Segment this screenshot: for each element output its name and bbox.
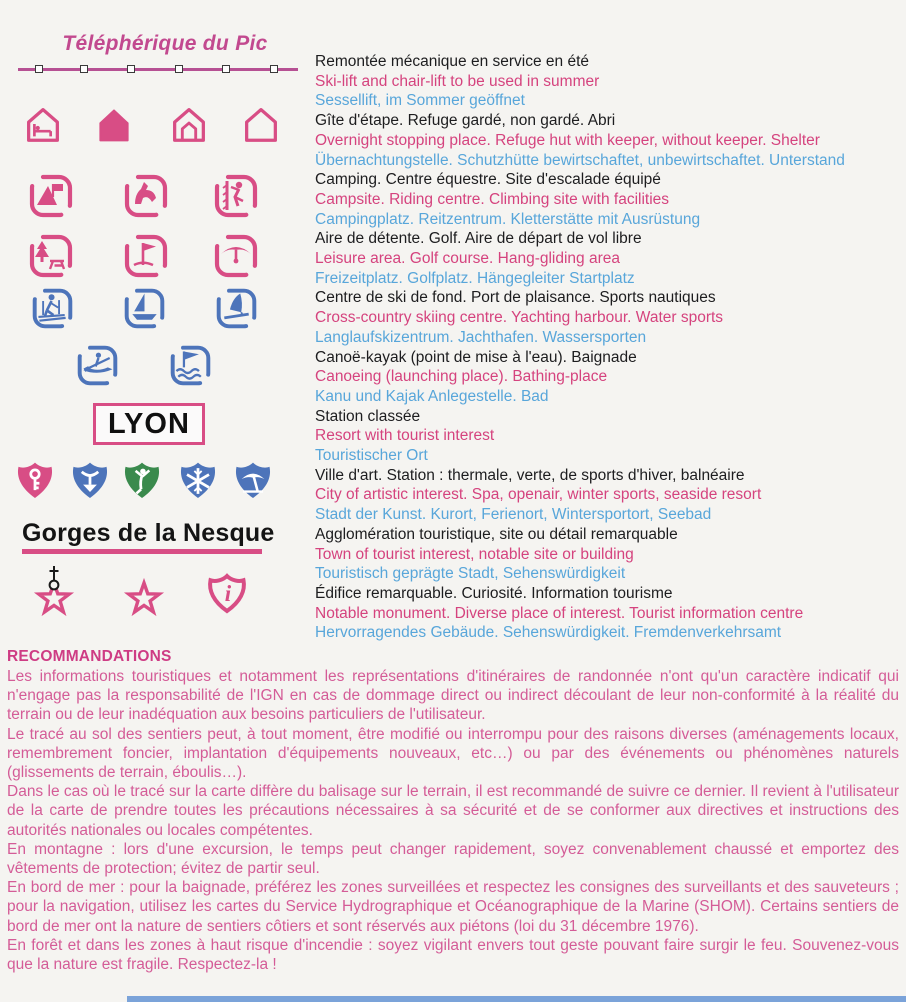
monument-star-with-cross-icon [30,563,78,623]
climbing-site-climber-icon [212,172,260,220]
legend-line-de: Freizeitplatz. Golfplatz. Hängegleiter Startplatz [315,269,635,287]
legend-block [315,466,900,525]
recommendations-paragraph: En montagne : lors d'une excursion, le temps peut changer rapidement, soyez convenablement chaussé et emportez des vêtements de protection; évitez de partir seul. [7,840,899,878]
cross-country-skier-icon [30,286,75,331]
seaside-umbrella-icon [231,459,275,503]
city-of-art-key-icon [13,459,57,503]
legend-block [315,111,900,170]
legend-line-de: Übernachtungstelle. Schutzhütte bewirtschaftet, unbewirtschaftet. Unterstand [315,151,845,169]
legend-line-en: City of artistic interest. Spa, openair, winter sports, seaside resort [315,486,762,504]
cableway-pylon [80,65,88,73]
curiosity-star-icon [120,573,168,621]
legend-line-fr: Gîte d'étape. Refuge gardé, non gardé. Abri [315,112,616,130]
legend-line-de: Sessellift, im Sommer geöffnet [315,92,525,110]
leisure-area-tree-table-icon [27,232,75,280]
notable-site-label: Gorges de la Nesque [22,519,275,547]
legend-line-de: Kanu und Kajak Anlegestelle. Bad [315,387,549,405]
legend-line-en: Ski-lift and chair-lift to be used in summer [315,72,600,90]
legend-line-de: Stadt der Kunst. Kurort, Ferienort, Wintersportort, Seebad [315,506,712,524]
recommendations-section [7,648,899,974]
legend-block [315,52,900,111]
classified-resort-town-label: LYON [93,403,205,445]
windsurfer-icon [214,286,259,331]
cableway-label: Téléphérique du Pic [62,32,268,55]
riding-centre-horse-icon [122,172,170,220]
legend-line-de: Touristisch geprägte Stadt, Sehenswürdigkeit [315,565,626,583]
gite-etape-bed-house-icon [20,102,66,146]
legend-block [315,229,900,288]
recommendations-paragraph: Les informations touristiques et notamment les représentations d'itinéraires de randonnée n'ont qu'un caractère indicatif qui n'engage pas la responsabilité de l'IGN en cas de dommage direct ou indirect découlant de leur non-conformité à la réalité du terrain ou de leur inadéquation aux besoins particuliers de l'utilisateur. [7,668,899,724]
legend-block [315,288,900,347]
legend-line-fr: Centre de ski de fond. Port de plaisance. Sports nautiques [315,289,716,307]
sailboat-icon [122,286,167,331]
legend-line-en: Overnight stopping place. Refuge hut with keeper, without keeper. Shelter [315,131,820,149]
legend-line-fr: Station classée [315,407,421,425]
refuge-with-keeper-house-icon [92,104,136,146]
refuge-without-keeper-house-icon [166,102,212,146]
shelter-house-icon [238,102,284,146]
legend-block [315,407,900,466]
legend-line-fr: Ville d'art. Station : thermale, verte, de sports d'hiver, balnéaire [315,466,745,484]
notable-site-underline [22,549,262,554]
svg-text:i: i [224,581,232,606]
recommendations-title: RECOMMANDATIONS [7,648,172,665]
map-border-strip [127,996,906,1002]
openair-figure-icon [120,459,164,503]
recommendations-paragraph: En bord de mer : pour la baignade, préférez les zones surveillées et respectez les consignes des surveillants et des sauveteurs ; pour la navigation, utilisez les cartes du Service Hydrographique et Océanographique de la Marine (SHOM). Certains sentiers de bord de mer ont la nature de sentiers côtiers et sont réservés aux piétons (loi du 31 décembre 1976). [7,879,899,935]
golf-flag-icon [122,232,170,280]
tourist-info-badge-icon [203,571,251,619]
legend-block [315,584,900,643]
legend-line-fr: Agglomération touristique, site ou détail remarquable [315,525,678,543]
campsite-tent-icon [27,172,75,220]
legend-line-fr: Remontée mécanique en service en été [315,53,589,70]
legend-block [315,525,900,584]
legend-line-fr: Camping. Centre équestre. Site d'escalade équipé [315,171,661,189]
cableway-pylon [270,65,278,73]
spa-fountain-icon [68,459,112,503]
cableway-wire [18,68,298,71]
legend-line-en: Cross-country skiing centre. Yachting harbour. Water sports [315,309,724,327]
legend-line-fr: Aire de détente. Golf. Aire de départ de vol libre [315,230,642,248]
legend-line-en: Leisure area. Golf course. Hang-gliding area [315,250,621,268]
winter-sports-snowflake-icon [176,459,220,503]
cableway-pylon [35,65,43,73]
legend-line-en: Campsite. Riding centre. Climbing site with facilities [315,190,670,208]
legend-line-en: Canoeing (launching place). Bathing-place [315,368,608,386]
legend-line-en: Town of tourist interest, notable site or building [315,545,634,563]
recommendations-paragraph: Dans le cas où le tracé sur la carte diffère du balisage sur le terrain, il est recommandé de suivre ce dernier. Il revient à l'utilisateur de la carte de prendre toutes les précautions nécessaires à sa sécurité et de se conformer aux directives et instructions des autorités nationales ou locales compétentes. [7,783,899,839]
legend-line-fr: Édifice remarquable. Curiosité. Information tourisme [315,584,673,602]
legend-block [315,348,900,407]
legend-line-de: Langlaufskizentrum. Jachthafen. Wassersporten [315,328,647,346]
legend-line-de: Touristischer Ort [315,447,428,465]
recommendations-paragraph: Le tracé au sol des sentiers peut, à tout moment, être modifié ou interrompu pour des raisons diverses (aménagements locaux, remembrement foncier, implantation d'équipements nouveaux, etc…) ou par des événements ou phénomènes naturels (glissements de terrain, éboulis…). [7,725,899,782]
legend-line-de: Hervorragendes Gebäude. Sehenswürdigkeit. Fremdenverkehrsamt [315,624,782,642]
hang-glider-icon [212,232,260,280]
legend-text-column [315,52,900,643]
legend-block [315,170,900,229]
legend-line-en: Notable monument. Diverse place of interest. Tourist information centre [315,604,804,622]
cableway-pylon [222,65,230,73]
legend-line-fr: Canoë-kayak (point de mise à l'eau). Baignade [315,348,637,366]
legend-line-de: Campingplatz. Reitzentrum. Kletterstätte mit Ausrüstung [315,210,701,228]
cableway-pylon [127,65,135,73]
legend-line-en: Resort with tourist interest [315,427,495,445]
cableway-pylon [175,65,183,73]
recommendations-paragraph: En forêt et dans les zones à haut risque d'incendie : soyez vigilant envers tout geste pouvant faire surgir le feu. Souvenez-vous que la nature est fragile. Respectez-la ! [7,936,899,974]
canoe-kayak-icon [75,343,120,388]
bathing-flag-waves-icon [168,343,213,388]
cableway-line-icon [18,64,298,76]
